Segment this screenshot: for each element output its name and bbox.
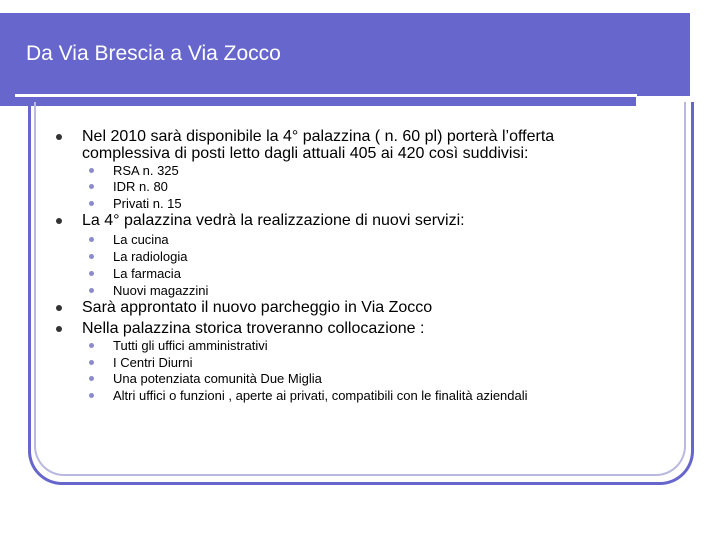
bullet-1-line-2: complessiva di posti letto dagli attuali 405 ai 420 così suddivisi: [82,145,529,162]
sub-bullet-dot-icon [89,376,94,381]
bullet-3-line-1: Sarà approntato il nuovo parcheggio in Via Zocco [82,299,433,316]
sub-item-text: Altri uffici o funzioni , aperte ai privati, compatibili con le finalità aziendali [113,388,528,403]
sub-item-text: Privati n. 15 [113,196,182,211]
sub-item-text: La cucina [113,232,169,247]
slide-title: Da Via Brescia a Via Zocco [26,42,281,65]
sub-item-text: Nuovi magazzini [113,283,209,298]
bullet-dot-icon [56,218,62,224]
sub-item-text: Una potenziata comunità Due Miglia [113,371,322,386]
bullet-2-line-1: La 4° palazzina vedrà la realizzazione di nuovi servizi: [82,212,465,229]
sub-item-text: RSA n. 325 [113,163,179,178]
sub-item-text: IDR n. 80 [113,179,168,194]
sub-bullet-dot-icon [89,168,94,173]
bullet-dot-icon [56,326,62,332]
sub-item-text: La radiologia [113,249,188,264]
sub-item-text: Tutti gli uffici amministrativi [113,338,268,353]
sub-item-text: I Centri Diurni [113,355,193,370]
sub-bullet-dot-icon [89,184,94,189]
bullet-dot-icon [56,134,62,140]
bullet-dot-icon [56,305,62,311]
sub-bullet-dot-icon [89,201,94,206]
sub-bullet-dot-icon [89,360,94,365]
sub-bullet-dot-icon [89,271,94,276]
sub-bullet-dot-icon [89,237,94,242]
bullet-1-line-1: Nel 2010 sarà disponibile la 4° palazzina ( n. 60 pl) porterà l’offerta [82,128,555,145]
sub-bullet-dot-icon [89,343,94,348]
sub-bullet-dot-icon [89,288,94,293]
sub-item-text: La farmacia [113,266,181,281]
sub-bullet-dot-icon [89,254,94,259]
sub-bullet-dot-icon [89,393,94,398]
bullet-4-line-1: Nella palazzina storica troveranno collocazione : [82,320,425,337]
title-rule [15,94,637,97]
